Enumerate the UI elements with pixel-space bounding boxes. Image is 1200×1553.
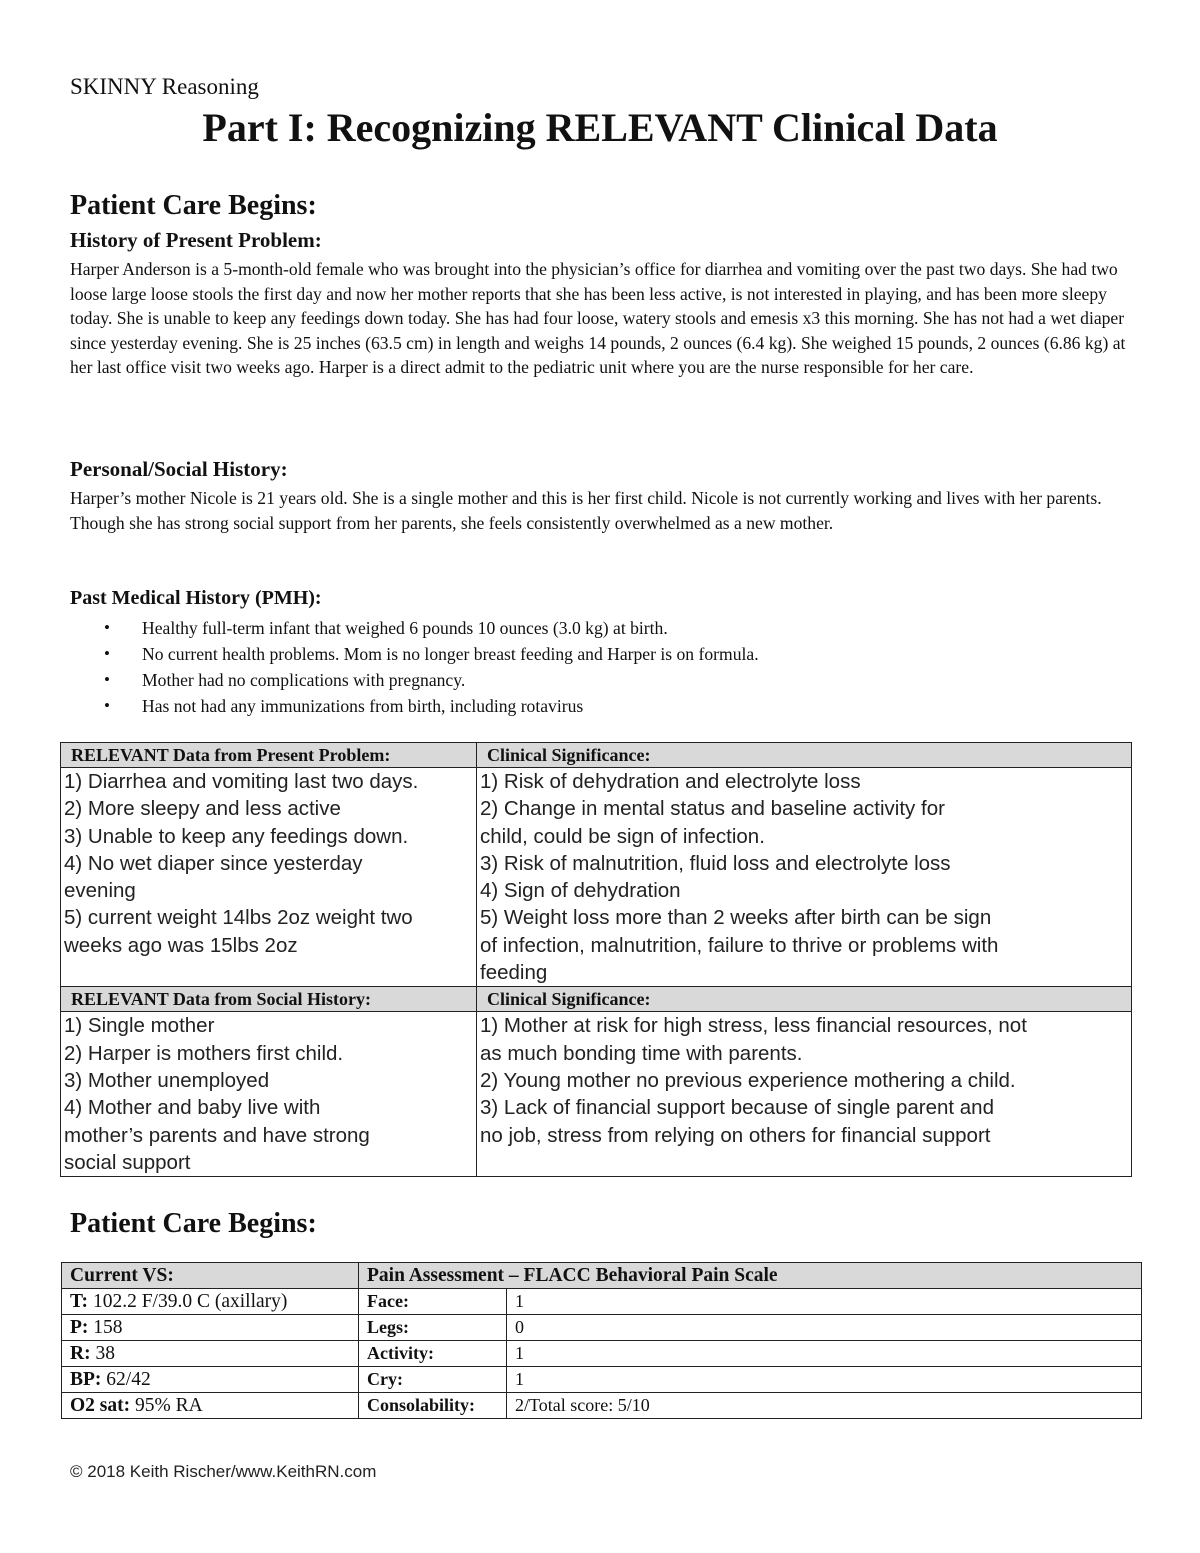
section-heading-patient-care-2: Patient Care Begins: — [70, 1208, 317, 1239]
table-row — [62, 1341, 1142, 1367]
table-row — [62, 1367, 1142, 1393]
present-problem-header: RELEVANT Data from Present Problem: — [61, 743, 477, 768]
table-row — [62, 1393, 1142, 1419]
social-significance-header: Clinical Significance: — [477, 987, 1132, 1012]
pain-value: 0 — [507, 1315, 1142, 1341]
vs-cell: R: 38 — [62, 1341, 359, 1367]
table-row — [62, 1289, 1142, 1315]
pain-label: Legs: — [359, 1315, 507, 1341]
present-problem-significance: 1) Risk of dehydration and electrolyte loss 2) Change in mental status and baseline activity for child, could be sign of infection. 3) Risk of malnutrition, fluid loss and electrolyte loss 4) Sign of dehydration 5) Weight loss more than 2 weeks after birth can be sign of infection, malnutrition, failure to thrive or problems with feeding — [477, 768, 1132, 987]
bullet-icon: • — [104, 618, 110, 637]
pain-label: Activity: — [359, 1341, 507, 1367]
table-row — [62, 1315, 1142, 1341]
social-history-heading: Personal/Social History: — [70, 457, 288, 481]
current-vs-header: Current VS: — [62, 1263, 359, 1289]
history-text: Harper Anderson is a 5-month-old female who was brought into the physician’s office for diarrhea and vomiting over the past two days. She had two loose large loose stools the first day and now her mother reports that she has been less active, is not interested in playing, and has been more sleepy today. She is unable to keep any feedings down today. She has had four loose, watery stools and emesis x3 this morning. She has not had a wet diaper since yesterday evening. She is 25 inches (63.5 cm) in length and weighs 14 pounds, 2 ounces (6.4 kg). She weighed 15 pounds, 2 ounces (6.86 kg) at her last office visit two weeks ago. Harper is a direct admit to the pediatric unit where you are the nurse responsible for her care. — [70, 259, 1126, 378]
vs-cell: P: 158 — [62, 1315, 359, 1341]
social-history-data: 1) Single mother 2) Harper is mothers first child. 3) Mother unemployed 4) Mother and baby live with mother’s parents and have strong social support — [61, 1012, 477, 1177]
present-significance-header: Clinical Significance: — [477, 743, 1132, 768]
vs-cell: BP: 62/42 — [62, 1367, 359, 1393]
pmh-item: • Healthy full-term infant that weighed 6 pounds 10 ounces (3.0 kg) at birth. — [70, 615, 1130, 641]
social-history-significance: 1) Mother at risk for high stress, less financial resources, not as much bonding time with parents. 2) Young mother no previous experience mothering a child. 3) Lack of financial support because of single parent and no job, stress from relying on others for financial support — [477, 1012, 1132, 1177]
pain-value: 1 — [507, 1289, 1142, 1315]
pain-value: 1 — [507, 1341, 1142, 1367]
bullet-icon: • — [104, 644, 110, 663]
present-problem-data: 1) Diarrhea and vomiting last two days. 2) More sleepy and less active 3) Unable to keep any feedings down. 4) No wet diaper since yesterday evening 5) current weight 14lbs 2oz weight two weeks ago was 15lbs 2oz — [61, 768, 477, 987]
pmh-list — [70, 615, 1130, 719]
vs-cell: O2 sat: 95% RA — [62, 1393, 359, 1419]
pmh-item: • Has not had any immunizations from birth, including rotavirus — [70, 693, 1130, 719]
document-kicker: SKINNY Reasoning — [70, 74, 259, 99]
pain-label: Face: — [359, 1289, 507, 1315]
pmh-item: • No current health problems. Mom is no longer breast feeding and Harper is on formula. — [70, 641, 1130, 667]
bullet-icon: • — [104, 696, 110, 715]
pain-label: Consolability: — [359, 1393, 507, 1419]
vs-cell: T: 102.2 F/39.0 C (axillary) — [62, 1289, 359, 1315]
social-history-text: Harper’s mother Nicole is 21 years old. She is a single mother and this is her first child. Nicole is not currently working and lives with her parents. Though she has strong social support from her parents, she feels consistently overwhelmed as a new mother. — [70, 488, 1102, 533]
section-heading-patient-care: Patient Care Begins: — [70, 190, 317, 221]
pain-label: Cry: — [359, 1367, 507, 1393]
social-history-data-header: RELEVANT Data from Social History: — [61, 987, 477, 1012]
pain-assessment-header: Pain Assessment – FLACC Behavioral Pain Scale — [359, 1263, 1142, 1289]
page-title: Part I: Recognizing RELEVANT Clinical Data — [202, 105, 998, 150]
pain-value: 2/Total score: 5/10 — [507, 1393, 1142, 1419]
pmh-item: • Mother had no complications with pregnancy. — [70, 667, 1130, 693]
history-heading: History of Present Problem: — [70, 228, 322, 252]
copyright-footer: © 2018 Keith Rischer/www.KeithRN.com — [70, 1462, 377, 1481]
relevant-data-table — [60, 742, 1132, 1177]
pain-value: 1 — [507, 1367, 1142, 1393]
pmh-heading: Past Medical History (PMH): — [70, 587, 322, 609]
bullet-icon: • — [104, 670, 110, 689]
vitals-table — [61, 1262, 1142, 1419]
